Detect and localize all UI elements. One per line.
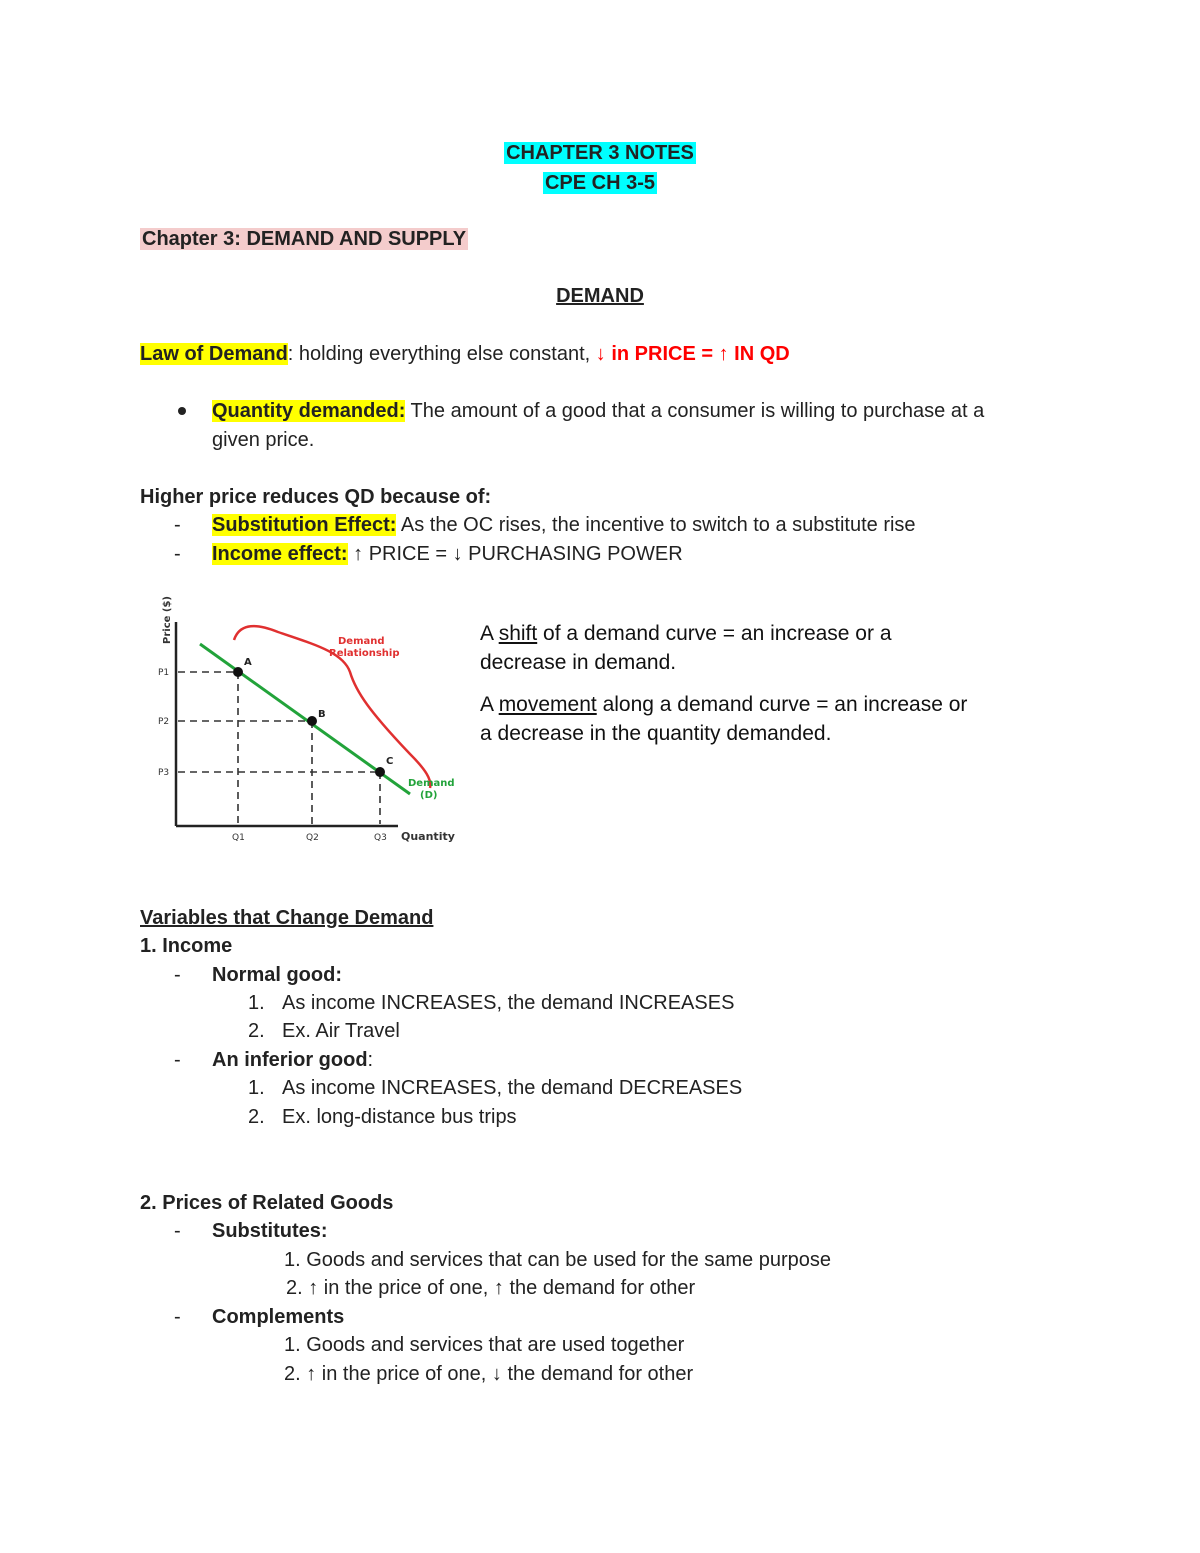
inferior-good-line bbox=[212, 1047, 373, 1073]
normal-good-label: Normal good: bbox=[212, 964, 342, 986]
list-number: 2. bbox=[248, 1020, 265, 1042]
shift-key: shift bbox=[498, 622, 538, 645]
list-dash: - bbox=[174, 1306, 181, 1328]
curve-label-line1: Demand bbox=[408, 778, 455, 789]
income-effect-text: ↑ PRICE = ↓ PURCHASING POWER bbox=[347, 543, 683, 565]
substitution-effect-term: Substitution Effect: bbox=[212, 514, 397, 536]
document-subtitle bbox=[0, 170, 1200, 196]
shift-pre: A bbox=[480, 622, 499, 645]
list-number: 2. bbox=[248, 1106, 265, 1128]
movement-key: movement bbox=[498, 693, 597, 716]
quantity-demanded-line1 bbox=[212, 398, 984, 424]
movement-text-line2: a decrease in the quantity demanded. bbox=[480, 722, 832, 745]
tick-p2: P2 bbox=[158, 717, 170, 727]
substitutes-item-1: 1. Goods and services that can be used for the same purpose bbox=[284, 1249, 831, 1271]
law-of-demand-rule: ↓ in PRICE = ↑ IN QD bbox=[595, 343, 790, 365]
quantity-demanded-line2: given price. bbox=[212, 429, 315, 451]
chapter-heading-text: Chapter 3: DEMAND AND SUPPLY bbox=[142, 228, 467, 250]
list-number: 1. bbox=[248, 1077, 265, 1099]
point-a-label: A bbox=[244, 657, 252, 668]
shift-post: of a demand curve = an increase or a bbox=[537, 622, 892, 645]
list-dash: - bbox=[174, 1220, 181, 1242]
substitution-effect-item bbox=[212, 512, 916, 538]
income-effect-term: Income effect: bbox=[212, 543, 348, 565]
movement-post: along a demand curve = an increase or bbox=[596, 693, 968, 716]
inferior-good-label: An inferior good bbox=[212, 1049, 368, 1071]
quantity-demanded-text: The amount of a good that a consumer is willing to purchase at a bbox=[405, 400, 985, 422]
law-of-demand-term: Law of Demand bbox=[140, 343, 288, 365]
point-a bbox=[233, 667, 243, 677]
law-of-demand-colon: : bbox=[287, 343, 294, 365]
variables-heading: Variables that Change Demand bbox=[140, 907, 434, 929]
chapter-heading bbox=[140, 226, 468, 252]
bracket-label-line1: Demand bbox=[338, 636, 385, 647]
substitution-effect-text: As the OC rises, the incentive to switch to a substitute rise bbox=[396, 514, 916, 536]
list-dash: - bbox=[174, 964, 181, 986]
list-dash: - bbox=[174, 543, 181, 565]
document-title bbox=[0, 140, 1200, 166]
law-of-demand-text: holding everything else constant, bbox=[293, 343, 596, 365]
movement-pre: A bbox=[480, 693, 499, 716]
higher-price-heading: Higher price reduces QD because of: bbox=[140, 486, 492, 508]
income-effect-item bbox=[212, 541, 683, 567]
curve-label-line2: (D) bbox=[420, 790, 438, 801]
substitutes-label: Substitutes: bbox=[212, 1220, 328, 1242]
normal-good-item-2: Ex. Air Travel bbox=[282, 1020, 400, 1042]
normal-good-item-1: As income INCREASES, the demand INCREASES bbox=[282, 992, 735, 1014]
point-c-label: C bbox=[386, 756, 394, 767]
bracket-label-line2: Relationship bbox=[329, 648, 400, 659]
list-dash: - bbox=[174, 514, 181, 536]
list-dash: - bbox=[174, 1049, 181, 1071]
shift-text-line1 bbox=[480, 619, 892, 648]
complements-item-1: 1. Goods and services that are used together bbox=[284, 1334, 685, 1356]
tick-p1: P1 bbox=[158, 668, 170, 678]
tick-q3: Q3 bbox=[374, 833, 387, 843]
complements-item-2: 2. ↑ in the price of one, ↓ the demand for other bbox=[284, 1363, 694, 1385]
tick-q2: Q2 bbox=[306, 833, 319, 843]
income-heading: 1. Income bbox=[140, 935, 233, 957]
inferior-good-item-2: Ex. long-distance bus trips bbox=[282, 1106, 517, 1128]
point-b bbox=[307, 716, 317, 726]
x-axis-label: Quantity bbox=[401, 830, 455, 843]
tick-q1: Q1 bbox=[232, 833, 245, 843]
demand-curve-figure bbox=[148, 592, 460, 852]
list-number: 1. bbox=[248, 992, 265, 1014]
section-title: DEMAND bbox=[556, 285, 644, 307]
point-c bbox=[375, 767, 385, 777]
quantity-demanded-term: Quantity demanded: bbox=[212, 400, 406, 422]
shift-text-line2: decrease in demand. bbox=[480, 651, 677, 674]
law-of-demand bbox=[140, 341, 790, 367]
title-highlight: CHAPTER 3 NOTES bbox=[506, 142, 694, 164]
complements-label: Complements bbox=[212, 1306, 345, 1328]
subtitle-highlight: CPE CH 3-5 bbox=[544, 172, 656, 194]
inferior-good-item-1: As income INCREASES, the demand DECREASES bbox=[282, 1077, 743, 1099]
y-axis-label: Price ($) bbox=[162, 596, 173, 644]
point-b-label: B bbox=[318, 709, 326, 720]
tick-p3: P3 bbox=[158, 768, 170, 778]
movement-text-line1 bbox=[480, 690, 967, 719]
substitutes-item-2: 2. ↑ in the price of one, ↑ the demand for other bbox=[286, 1277, 696, 1299]
inferior-good-colon: : bbox=[367, 1049, 374, 1071]
related-goods-heading: 2. Prices of Related Goods bbox=[140, 1192, 394, 1214]
bullet-icon bbox=[178, 407, 186, 415]
